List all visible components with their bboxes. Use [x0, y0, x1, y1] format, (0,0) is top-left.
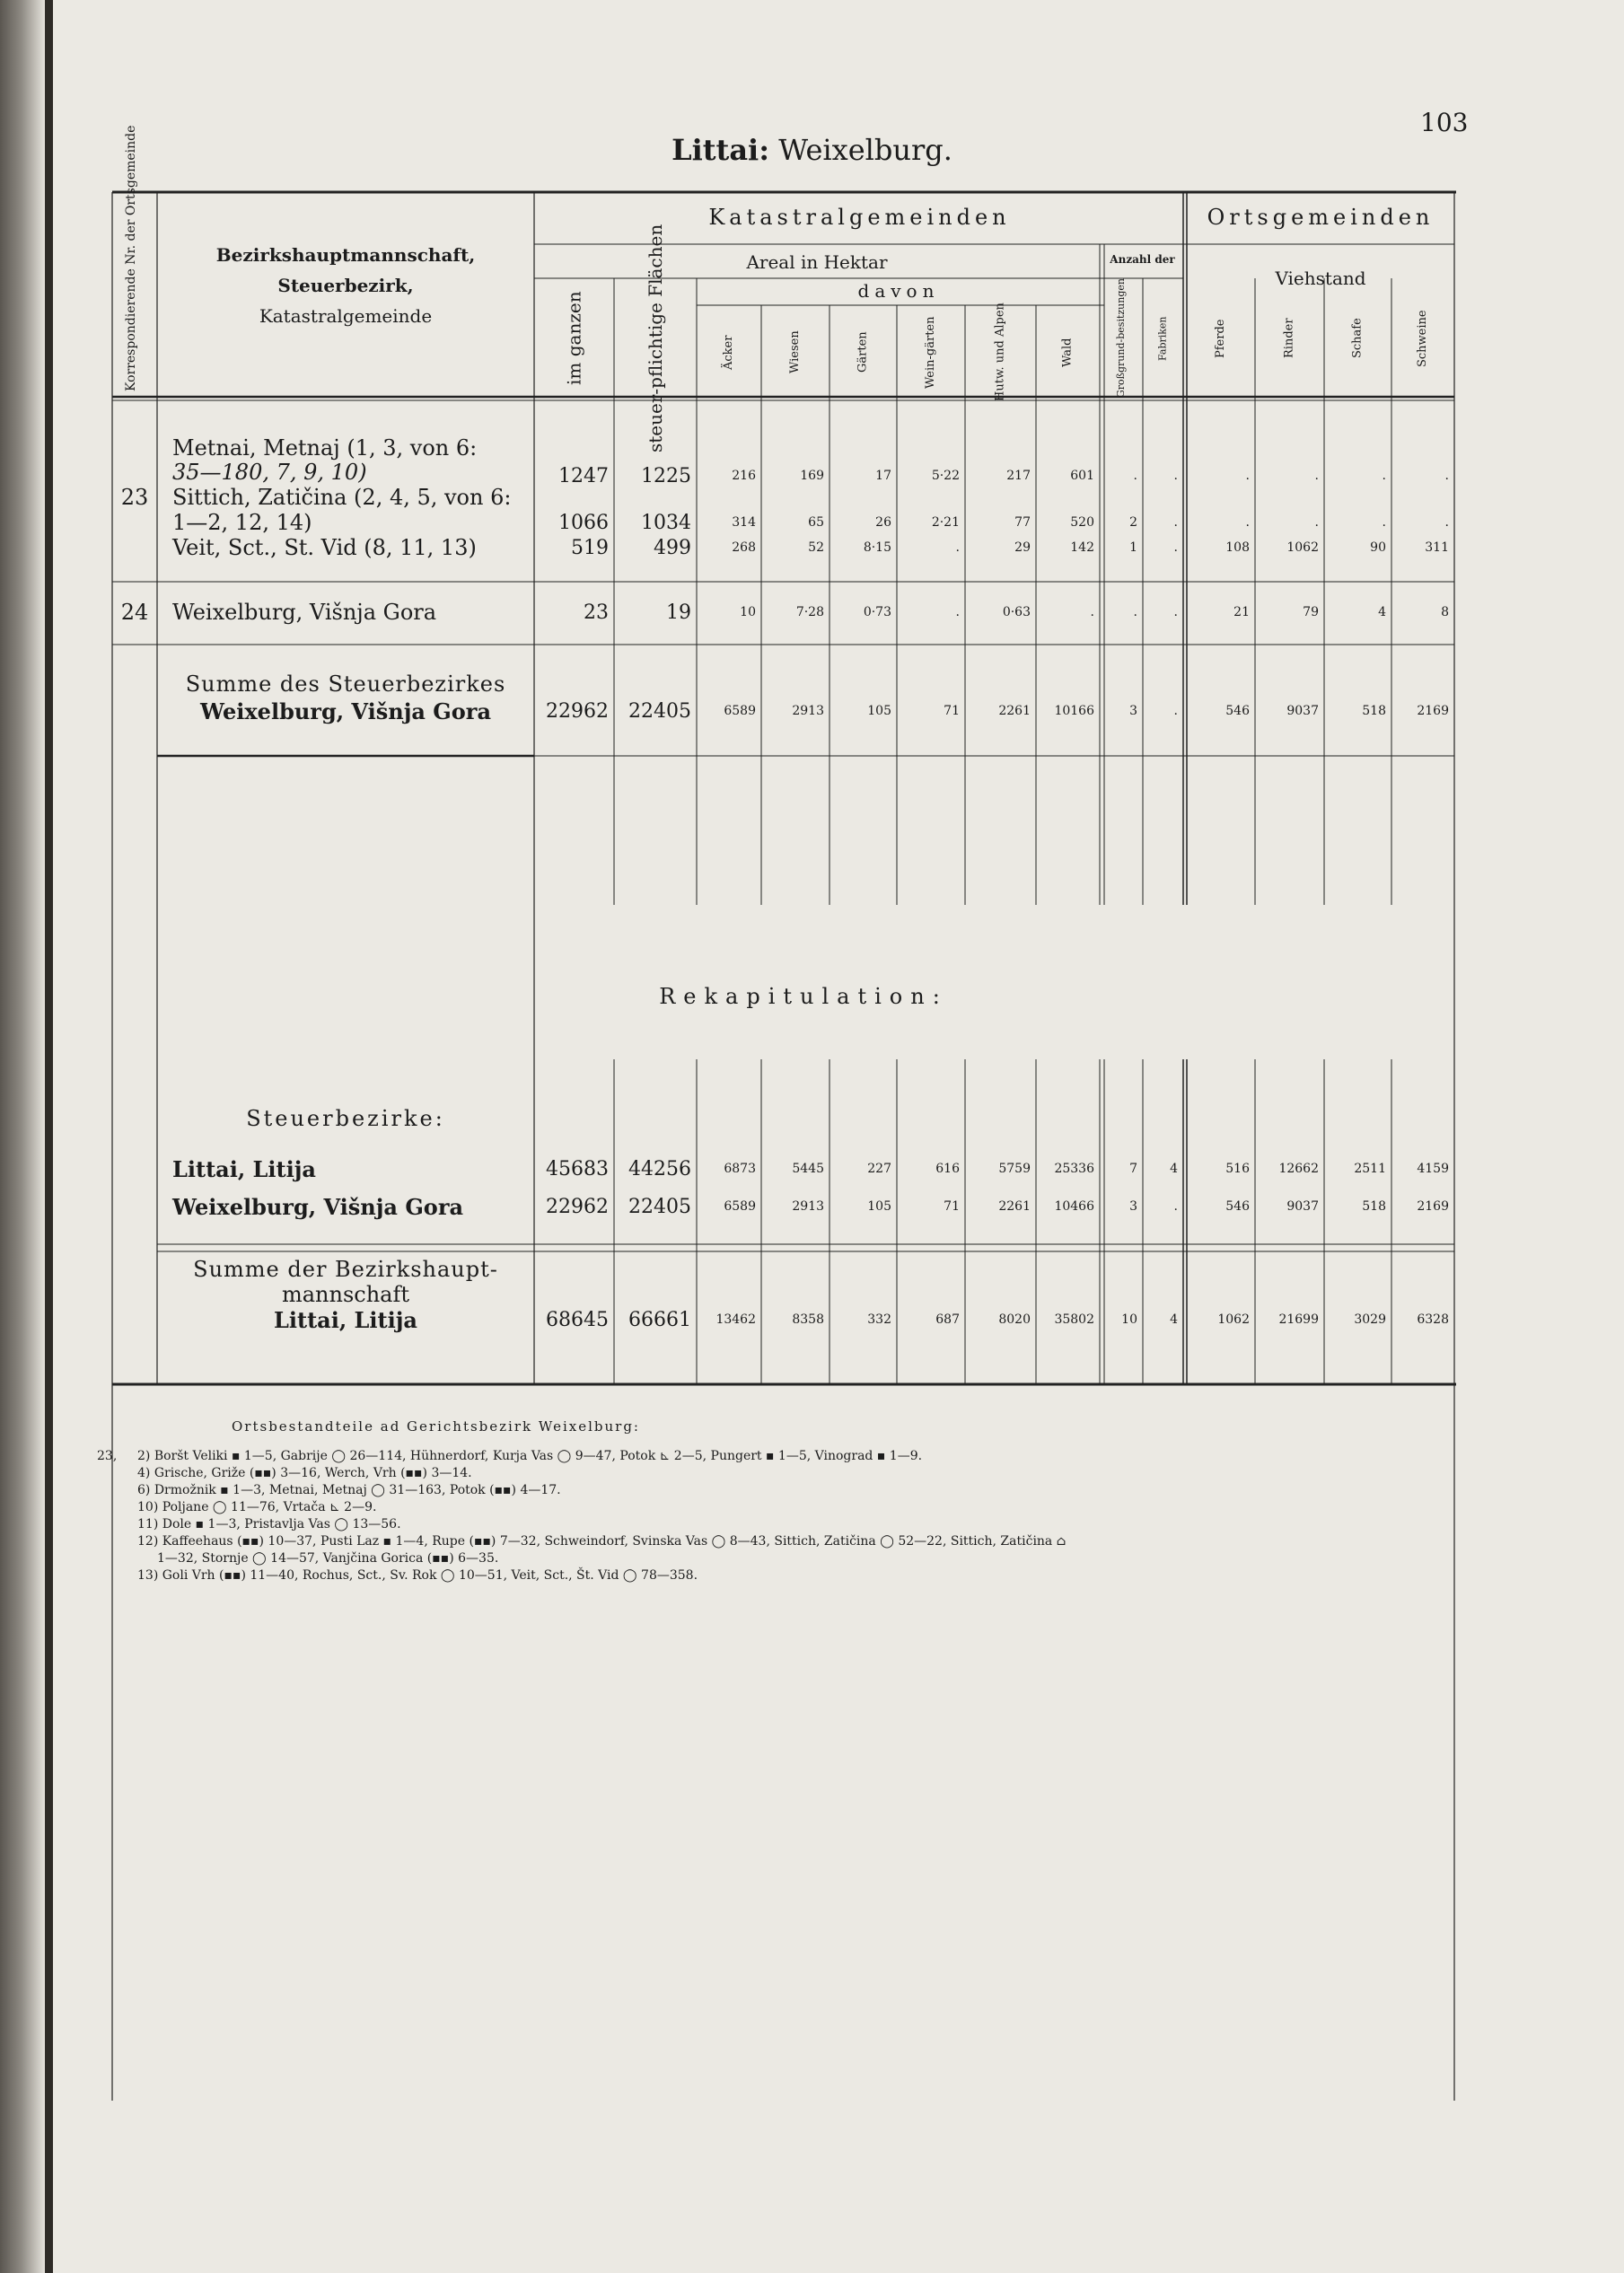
- row-metnai-aecker: 216: [732, 469, 756, 483]
- rekap-littai-hutweiden-alpen: 5759: [998, 1162, 1031, 1176]
- row-24-fabriken: .: [1173, 605, 1178, 619]
- col-header-fabriken: Fabriken: [1156, 316, 1169, 361]
- row-veit-wald: 142: [1070, 540, 1094, 555]
- rekap-summe-line-1: Summe der Bezirkshaupt-: [193, 1257, 498, 1282]
- rekap-weixel-aecker: 6589: [724, 1199, 756, 1214]
- row-metnai-pferde: .: [1245, 469, 1250, 483]
- footnote-row: [97, 1533, 1462, 1550]
- footnote-row: [97, 1448, 1462, 1465]
- col-header-wiesen: Wiesen: [788, 330, 802, 374]
- footnote-text: 2) Boršt Veliki ▪ 1—5, Gabrije ◯ 26—114, Hühnerdorf, Kurja Vas ◯ 9—47, Potok ⊾ 2—5, Pungert ▪ 1—5, Vinograd ▪ 1—9.: [137, 1449, 923, 1463]
- header-nr-ortsgemeinde: Korrespondierende Nr. der Ortsgemeinde: [124, 125, 138, 391]
- summe-steuer-steuerpflichtige-flaechen: 22405: [628, 700, 691, 723]
- rekap-weixel-wald: 10466: [1054, 1199, 1094, 1214]
- footnote-row: [97, 1499, 1462, 1516]
- rekap-littai-fabriken: 4: [1170, 1162, 1178, 1176]
- footnote-row: [97, 1567, 1462, 1584]
- rekap-summe-line-2: mannschaft: [281, 1282, 410, 1307]
- row-veit-hutweiden-alpen: 29: [1014, 540, 1031, 555]
- col-header-rinder: Rinder: [1282, 318, 1296, 359]
- rekap-summe-grossgrundbesitzungen: 10: [1121, 1312, 1137, 1327]
- rekap-summe-steuerpflichtige-flaechen: 66661: [628, 1309, 691, 1331]
- row-veit-wiesen: 52: [808, 540, 824, 555]
- footnote-text: 13) Goli Vrh (▪▪) 11—40, Rochus, Sct., Sv. Rok ◯ 10—51, Veit, Sct., Št. Vid ◯ 78—358.: [137, 1568, 698, 1583]
- row-24-schweine: 8: [1441, 605, 1449, 619]
- row-veit-im-ganzen: 519: [571, 537, 609, 559]
- row-metnai-schafe: .: [1382, 469, 1386, 483]
- page-number: 103: [1420, 108, 1469, 137]
- row-24-pferde: 21: [1233, 605, 1250, 619]
- rekap-weixel-hutweiden-alpen: 2261: [998, 1199, 1031, 1214]
- rekap-littai-aecker: 6873: [724, 1162, 756, 1176]
- row-sittich-schafe: .: [1382, 515, 1386, 530]
- rekap-littai-im-ganzen: 45683: [546, 1158, 609, 1180]
- row-23-line-1: Metnai, Metnaj (1, 3, von 6:: [172, 435, 478, 461]
- rekap-weixel-steuerpflichtige-flaechen: 22405: [628, 1196, 691, 1218]
- rekap-littai-name: Littai, Litija: [172, 1156, 316, 1182]
- row-24-nr: 24: [120, 600, 149, 625]
- rekap-summe-schweine: 6328: [1417, 1312, 1449, 1327]
- row-sittich-grossgrundbesitzungen: 2: [1129, 515, 1137, 530]
- page-title-rest: Weixelburg.: [769, 133, 952, 167]
- rekapitulation-title: Rekapitulation:: [659, 984, 948, 1009]
- summe-steuer-pferde: 546: [1225, 704, 1250, 718]
- footnote-text: 6) Drmožnik ▪ 1—3, Metnai, Metnaj ◯ 31—163, Potok (▪▪) 4—17.: [137, 1483, 561, 1497]
- row-veit-grossgrundbesitzungen: 1: [1129, 540, 1137, 555]
- row-sittich-schweine: .: [1444, 515, 1449, 530]
- col-header-im-ganzen: im ganzen: [563, 291, 585, 386]
- rekap-summe-im-ganzen: 68645: [546, 1309, 609, 1331]
- rekap-weixel-gaerten: 105: [867, 1199, 891, 1214]
- row-metnai-wiesen: 169: [800, 469, 824, 483]
- rekap-summe-line-3: Littai, Litija: [274, 1307, 417, 1333]
- footnote-text: 4) Grische, Griže (▪▪) 3—16, Werch, Vrh (▪▪) 3—14.: [137, 1466, 472, 1480]
- rekap-littai-rinder: 12662: [1278, 1162, 1319, 1176]
- header-anzahl: Anzahl der: [1110, 253, 1175, 266]
- header-davon: davon: [857, 280, 940, 302]
- summe-steuer-rinder: 9037: [1286, 704, 1319, 718]
- col-header-schafe: Schafe: [1350, 318, 1365, 359]
- header-bezirk-2: Steuerbezirk,: [277, 275, 414, 296]
- row-metnai-schweine: .: [1444, 469, 1449, 483]
- rekap-weixel-im-ganzen: 22962: [546, 1196, 609, 1218]
- col-header-hutweiden-alpen: Hutw. und Alpen: [993, 303, 1007, 402]
- footnote-row: [97, 1550, 1462, 1567]
- rekap-weixel-name: Weixelburg, Višnja Gora: [172, 1194, 464, 1220]
- row-veit-aecker: 268: [732, 540, 756, 555]
- row-veit-weingaerten: .: [955, 540, 960, 555]
- footnote-row: [97, 1465, 1462, 1482]
- col-header-pferde: Pferde: [1214, 319, 1227, 358]
- row-sittich-hutweiden-alpen: 77: [1014, 515, 1031, 530]
- row-metnai-weingaerten: 5·22: [931, 469, 960, 483]
- summe-steuer-line-1: Summe des Steuerbezirkes: [185, 671, 506, 697]
- row-23-line-2: 35—180, 7, 9, 10): [172, 460, 367, 485]
- rekap-weixel-wiesen: 2913: [792, 1199, 824, 1214]
- row-sittich-aecker: 314: [732, 515, 756, 530]
- header-ortsgemeinden: Ortsgemeinden: [1207, 205, 1435, 230]
- col-header-schweine: Schweine: [1416, 310, 1429, 367]
- rekap-littai-schweine: 4159: [1417, 1162, 1449, 1176]
- row-24-rinder: 79: [1303, 605, 1319, 619]
- rekap-summe-weingaerten: 687: [935, 1312, 960, 1327]
- row-metnai-hutweiden-alpen: 217: [1006, 469, 1031, 483]
- row-23-nr: 23: [120, 485, 149, 510]
- summe-steuer-hutweiden-alpen: 2261: [998, 704, 1031, 718]
- rekap-steuerbezirke: Steuerbezirke:: [246, 1106, 445, 1131]
- footnotes-title: Ortsbestandteile ad Gerichtsbezirk Weixelburg:: [232, 1418, 640, 1435]
- footnote-text: 10) Poljane ◯ 11—76, Vrtača ⊾ 2—9.: [137, 1500, 377, 1514]
- row-23-line-5: Veit, Sct., St. Vid (8, 11, 13): [172, 535, 477, 560]
- footnotes: [97, 1418, 1462, 1584]
- rekap-weixel-pferde: 546: [1225, 1199, 1250, 1214]
- row-metnai-steuerpflichtige-flaechen: 1225: [641, 465, 691, 487]
- row-24-steuerpflichtige-flaechen: 19: [666, 601, 691, 624]
- rekap-summe-wiesen: 8358: [792, 1312, 824, 1327]
- row-24-im-ganzen: 23: [584, 601, 609, 624]
- summe-steuer-wiesen: 2913: [792, 704, 824, 718]
- header-areal: Areal in Hektar: [746, 251, 888, 273]
- row-veit-rinder: 1062: [1286, 540, 1319, 555]
- row-sittich-fabriken: .: [1173, 515, 1178, 530]
- rekap-summe-aecker: 13462: [715, 1312, 756, 1327]
- summe-steuer-weingaerten: 71: [944, 704, 960, 718]
- row-24-name: Weixelburg, Višnja Gora: [172, 600, 437, 625]
- row-sittich-wiesen: 65: [808, 515, 824, 530]
- row-sittich-weingaerten: 2·21: [931, 515, 960, 530]
- rekap-summe-schafe: 3029: [1354, 1312, 1386, 1327]
- row-24-hutweiden-alpen: 0·63: [1002, 605, 1031, 619]
- row-sittich-steuerpflichtige-flaechen: 1034: [641, 512, 691, 534]
- row-metnai-wald: 601: [1070, 469, 1094, 483]
- page-title-bold: Littai:: [672, 133, 770, 167]
- row-sittich-rinder: .: [1314, 515, 1319, 530]
- rekap-summe-rinder: 21699: [1278, 1312, 1319, 1327]
- row-veit-fabriken: .: [1173, 540, 1178, 555]
- rekap-littai-grossgrundbesitzungen: 7: [1129, 1162, 1137, 1176]
- rekap-summe-hutweiden-alpen: 8020: [998, 1312, 1031, 1327]
- row-sittich-im-ganzen: 1066: [558, 512, 609, 534]
- footnote-row: [97, 1516, 1462, 1533]
- row-sittich-wald: 520: [1070, 515, 1094, 530]
- summe-steuer-gaerten: 105: [867, 704, 891, 718]
- col-header-steuerpflichtige-flaechen: steuer-pflichtige Flächen: [645, 224, 666, 453]
- row-sittich-gaerten: 26: [875, 515, 891, 530]
- rekap-weixel-schweine: 2169: [1417, 1199, 1449, 1214]
- rekap-littai-steuerpflichtige-flaechen: 44256: [628, 1158, 691, 1180]
- row-metnai-gaerten: 17: [875, 469, 891, 483]
- footnote-text: 12) Kaffeehaus (▪▪) 10—37, Pusti Laz ▪ 1—4, Rupe (▪▪) 7—32, Schweindorf, Svinska Vas ◯ 8—43, Sittich, Zatičina ◯ 52—22, Sittich, Zatičina ⌂: [137, 1534, 1067, 1549]
- rekap-weixel-weingaerten: 71: [944, 1199, 960, 1214]
- rekap-weixel-schafe: 518: [1362, 1199, 1386, 1214]
- row-24-gaerten: 0·73: [863, 605, 891, 619]
- summe-steuer-im-ganzen: 22962: [546, 700, 609, 723]
- header-viehstand: Viehstand: [1275, 268, 1366, 289]
- row-veit-gaerten: 8·15: [863, 540, 891, 555]
- rekap-littai-wiesen: 5445: [792, 1162, 824, 1176]
- col-header-gaerten: Gärten: [856, 331, 870, 373]
- row-veit-schafe: 90: [1370, 540, 1386, 555]
- row-24-weingaerten: .: [955, 605, 960, 619]
- summe-steuer-schafe: 518: [1362, 704, 1386, 718]
- rekap-littai-wald: 25336: [1054, 1162, 1094, 1176]
- row-veit-pferde: 108: [1225, 540, 1250, 555]
- row-sittich-pferde: .: [1245, 515, 1250, 530]
- header-bezirk-1: Bezirkshauptmannschaft,: [215, 244, 476, 266]
- rekap-weixel-rinder: 9037: [1286, 1199, 1319, 1214]
- rekap-weixel-grossgrundbesitzungen: 3: [1129, 1199, 1137, 1214]
- row-24-aecker: 10: [740, 605, 756, 619]
- summe-steuer-wald: 10166: [1054, 704, 1094, 718]
- summe-steuer-fabriken: .: [1173, 704, 1178, 718]
- header-katastralgemeinden: Katastralgemeinden: [708, 205, 1011, 230]
- summe-steuer-grossgrundbesitzungen: 3: [1129, 704, 1137, 718]
- summe-steuer-line-2: Weixelburg, Višnja Gora: [199, 698, 491, 724]
- row-metnai-rinder: .: [1314, 469, 1319, 483]
- row-24-grossgrundbesitzungen: .: [1133, 605, 1137, 619]
- rekap-littai-gaerten: 227: [867, 1162, 891, 1176]
- col-header-weingaerten: Wein-gärten: [924, 316, 937, 389]
- row-veit-schweine: 311: [1425, 540, 1449, 555]
- row-24-wiesen: 7·28: [795, 605, 824, 619]
- rekap-summe-gaerten: 332: [867, 1312, 891, 1327]
- footnote-index: 23,: [97, 1449, 118, 1463]
- summe-steuer-schweine: 2169: [1417, 704, 1449, 718]
- row-veit-steuerpflichtige-flaechen: 499: [654, 537, 691, 559]
- row-23-line-3: Sittich, Zatičina (2, 4, 5, von 6:: [172, 485, 512, 510]
- rekap-littai-schafe: 2511: [1354, 1162, 1386, 1176]
- row-metnai-grossgrundbesitzungen: .: [1133, 469, 1137, 483]
- footnote-text: 1—32, Stornje ◯ 14—57, Vanjčina Gorica (▪▪) 6—35.: [157, 1551, 499, 1566]
- rekap-weixel-fabriken: .: [1173, 1199, 1178, 1214]
- rekap-littai-weingaerten: 616: [935, 1162, 960, 1176]
- row-24-schafe: 4: [1378, 605, 1386, 619]
- footnote-text: 11) Dole ▪ 1—3, Pristavlja Vas ◯ 13—56.: [137, 1517, 401, 1531]
- col-header-aecker: Äcker: [722, 335, 735, 370]
- row-metnai-fabriken: .: [1173, 469, 1178, 483]
- footnote-row: [97, 1482, 1462, 1499]
- col-header-wald: Wald: [1060, 338, 1075, 367]
- row-24-wald: .: [1090, 605, 1094, 619]
- row-23-line-4: 1—2, 12, 14): [172, 510, 312, 535]
- rekap-summe-fabriken: 4: [1170, 1312, 1178, 1327]
- rekap-littai-pferde: 516: [1225, 1162, 1250, 1176]
- col-header-grossgrundbesitzungen: Großgrund-besitzungen: [1115, 278, 1127, 399]
- summe-steuer-aecker: 6589: [724, 704, 756, 718]
- rekap-summe-pferde: 1062: [1217, 1312, 1250, 1327]
- row-metnai-im-ganzen: 1247: [558, 465, 609, 487]
- header-bezirk-3: Katastralgemeinde: [259, 305, 433, 327]
- rekap-summe-wald: 35802: [1054, 1312, 1094, 1327]
